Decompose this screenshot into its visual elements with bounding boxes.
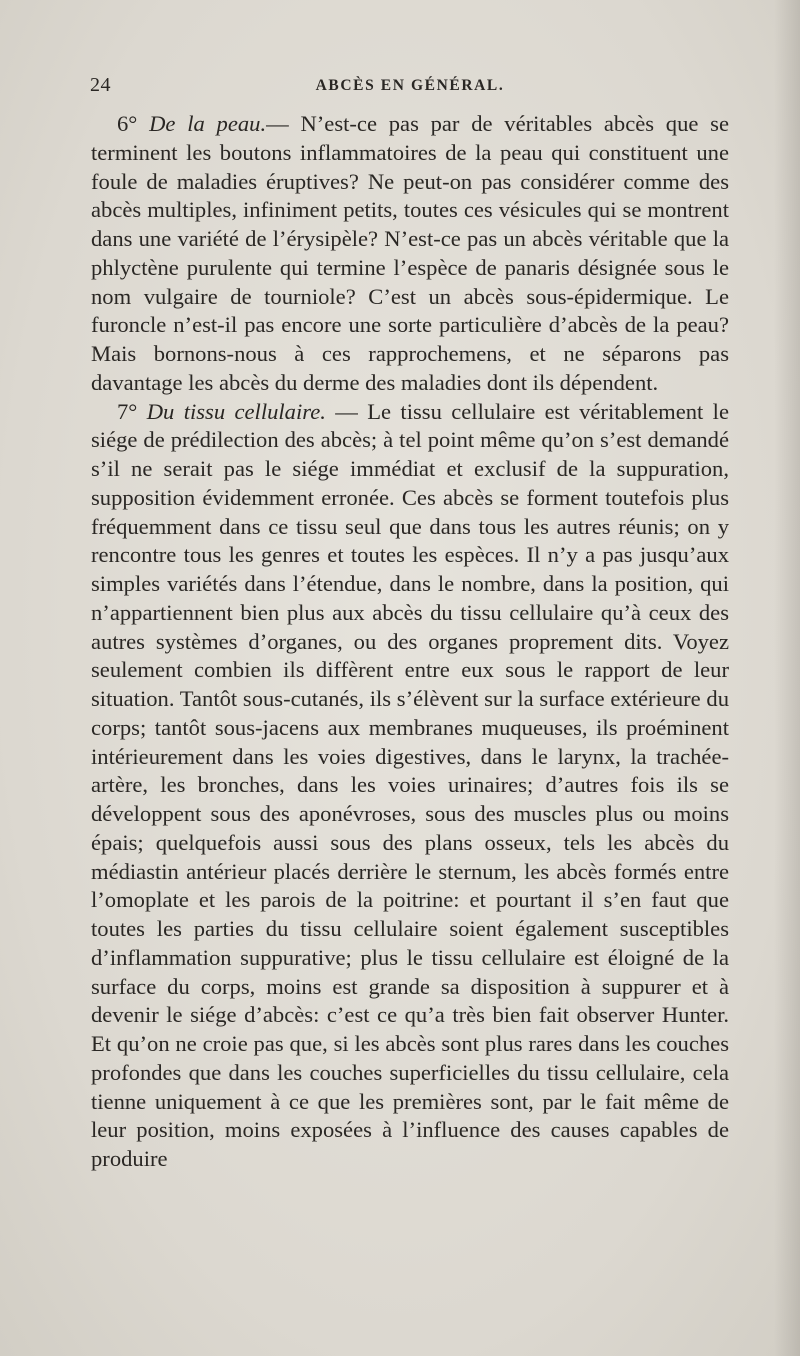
paragraph-cellular-tissue [91, 398, 729, 1174]
header-title: ABCÈS EN GÉNÉRAL. [315, 77, 505, 94]
paragraph-text: Le tissu cellulaire est véritablement le siége de prédilection des abcès; à tel point même qu’on s’est demandé s’il ne serait pas le siége immédiat et exclusif de la suppuration, supposition évidemment erronée. Ces abcès se forment toutefois plus fréquemment dans ce tissu seul que dans tous les autres réunis; on y rencontre tous les genres et toutes les espèces. Il n’y a pas jusqu’aux simples variétés dans l’étendue, dans le nombre, dans la position, qui n’appartiennent bien plus aux abcès du tissu cellulaire qu’à ceux des autres systèmes d’organes, ou des organes proprement dits. Voyez seulement combien ils diffèrent entre eux sous le rapport de leur situation. Tantôt sous-cutanés, ils s’élèvent sur la surface extérieure du corps; tantôt sous-jacens aux membranes muqueuses, ils proéminent intérieurement dans les voies digestives, dans le larynx, la trachée-artère, les bronches, dans les voies urinaires; d’autres fois ils se développent sous des aponévroses, sous des muscles plus ou moins épais; quelquefois aussi sous des plans osseux, tels les abcès du médiastin antérieur placés derrière le sternum, les abcès formés entre l’omoplate et les parois de la poitrine: et pourtant il s’en faut que toutes les parties du tissu cellulaire soient également susceptibles d’inflammation suppurative; plus le tissu cellulaire est éloigné de la surface du corps, moins est grande sa disposition à suppurer et à devenir le siége d’abcès: c’est ce qu’a très bien fait observer Hunter. Et qu’on ne croie pas que, si les abcès sont plus rares dans les couches profondes que dans les couches superficielles du tissu cellulaire, cela tienne uniquement à ce que les premières sont, par le fait même de leur position, moins exposées à l’influence des causes capables de produire [91, 398, 729, 1171]
paragraph-label: De la peau. [149, 111, 267, 136]
paragraph-dash: — [335, 398, 358, 424]
paragraph-label: Du tissu cellulaire. [146, 398, 326, 424]
running-head [90, 74, 730, 104]
page-number: 24 [90, 74, 111, 96]
paragraph-skin [91, 110, 729, 398]
paragraph-number: 7° [117, 398, 138, 424]
body-text [91, 110, 729, 1174]
page-edge-shadow [774, 0, 800, 1356]
paragraph-number: 6° [117, 111, 138, 136]
paragraph-text: N’est-ce pas par de véritables abcès que se terminent les boutons inflammatoires de la peau qui constituent une foule de maladies éruptives? Ne peut-on pas considérer comme des abcès multiples, infiniment petits, toutes ces vésicules qui se montrent dans une variété de l’érysipèle? N’est-ce pas un abcès véritable que la phlyctène purulente qui termine l’espèce de panaris désignée sous le nom vulgaire de tourniole? C’est un abcès sous-épidermique. Le furoncle n’est-il pas encore une sorte particulière d’abcès de la peau? Mais bornons-nous à ces rapprochemens, et ne séparons pas davantage les abcès du derme des maladies dont ils dépendent. [91, 111, 729, 395]
paragraph-dash: — [266, 111, 289, 136]
